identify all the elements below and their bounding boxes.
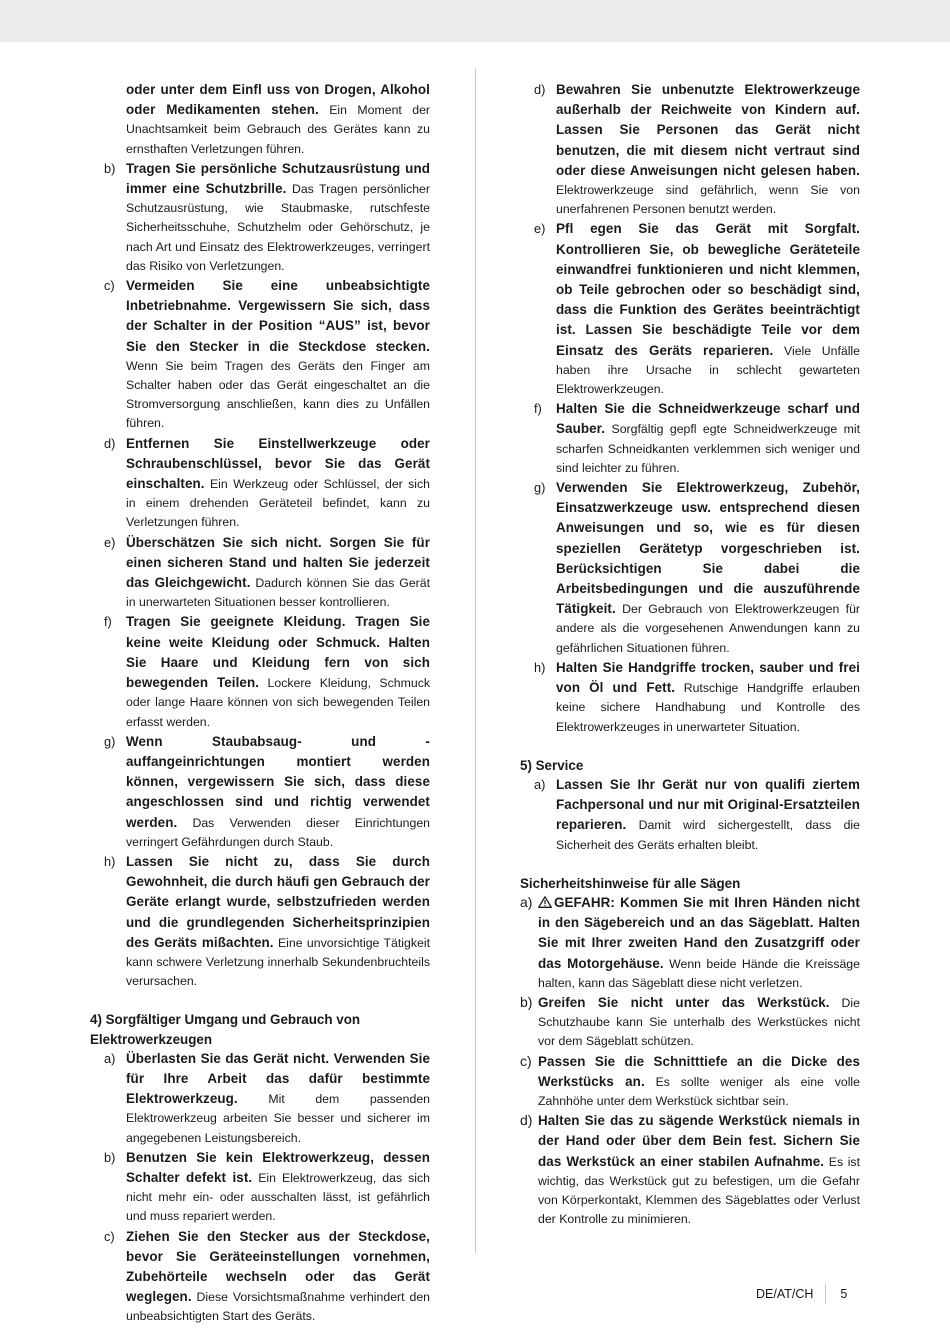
list-item: a) Lassen Sie Ihr Gerät nur von qualifi ziertem Fachpersonal und nur mit Original-Ersatzteilen reparieren. Damit wird sichergestellt, dass die Sicherheit des Geräts erhalten bleibt. [534,776,860,852]
list-item: g) Verwenden Sie Elektrowerkzeug, Zubehör, Einsatzwerkzeuge usw. entsprechend diesen Anweisungen und so, wie es für diesen speziellen Gerätetyp vorgeschrieben ist. Berücksichtigen Sie dabei die Arbeitsbedingungen und die auszuführende Tätigkeit. Der Gebrauch von Elektrowerkzeugen für andere als die vorgesehenen Anwendungen kann zu gefährlichen Situationen führen. [534,480,860,655]
warning-triangle-icon [538,896,552,908]
list-item: h) Halten Sie Handgriffe trocken, sauber und frei von Öl und Fett. Rutschige Handgriffe erlauben keine sichere Handhabung und Kontrolle des Elektrowerkzeuges in unerwarteter Situation. [534,659,860,734]
left-column [90,80,430,1327]
section-heading: 4) Sorgfältiger Umgang und Gebrauch von Elektrowerkzeugen [90,1012,361,1047]
footer-divider [825,1284,826,1304]
list-item: a) Überlasten Sie das Gerät nicht. Verwenden Sie für Ihre Arbeit das dafür bestimmte Elektrowerkzeug. Mit dem passenden Elektrowerkzeug arbeiten Sie besser und sicherer im angegebenen Leistungsbereich. [104,1050,430,1145]
list-item: b) Benutzen Sie kein Elektrowerkzeug, dessen Schalter defekt ist. Ein Elektrowerkzeug, das sich nicht mehr ein- oder ausschalten lässt, ist gefährlich und muss repariert werden. [104,1149,430,1224]
intro-paragraph: oder unter dem Einfl uss von Drogen, Alkohol oder Medikamenten stehen. Ein Moment der Unachtsamkeit beim Gebrauch des Gerätes kann zu ernsthaften Verletzungen führen. [126,82,430,156]
list-item: a) GEFAHR: Kommen Sie mit Ihren Händen nicht in den Sägebereich und an das Sägeblatt. Halten Sie mit Ihrer zweiten Hand den Zusatzgriff oder das Motorgehäuse. Wenn beide Hände die Kreissäge halten, kann das Sägeblatt diese nicht verletzen. [520,893,860,990]
list-item: f) Halten Sie die Schneidwerkzeuge scharf und Sauber. Sorgfältig gepfl egte Schneidwerkzeuge mit scharfen Schneidkanten verklemmen sich weniger und sind leichter zu führen. [534,401,860,475]
right-column [520,80,860,1229]
list-item: h) Lassen Sie nicht zu, dass Sie durch Gewohnheit, die durch häufi gen Gebrauch der Geräte erlangt wurde, selbstzufrieden werden und die grundlegenden Sicherheitsprinzipien des Geräts mißachten. Eine unvorsichtige Tätigkeit kann schwere Verletzung innerhalb Sekundenbruchteils verursachen. [104,853,430,989]
list-item: e) Pfl egen Sie das Gerät mit Sorgfalt. Kontrollieren Sie, ob bewegliche Geräteteile einwandfrei funktionieren und nicht klemmen, ob Teile gebrochen oder so beschädigt sind, dass die Funktion des Gerätes beeinträchtigt ist. Lassen Sie beschädigte Teile vor dem Einsatz des Geräts reparieren. Viele Unfälle haben ihre Ursache in schlecht gewarteten Elektrowerkzeugen. [534,221,861,397]
page-footer [756,1284,847,1304]
list-item: g) Wenn Staubabsaug- und -auffangeinrichtungen montiert werden können, vergewissern Sie sich, dass diese angeschlossen sind und richtig verwendet werden. Das Verwenden dieser Einrichtungen verringert Gefährdungen durch Staub. [104,733,430,849]
region-label: DE/AT/CH [756,1287,814,1301]
list-item: d) Bewahren Sie unbenutzte Elektrowerkzeuge außerhalb der Reichweite von Kindern auf. Lassen Sie Personen das Gerät nicht benutzen, die mit diesem nicht vertraut sind oder diese Anweisungen nicht gelesen haben. Elektrowerkzeuge sind gefährlich, wenn Sie von unerfahrenen Personen benutzt werden. [534,82,860,217]
section-heading: 5) Service [520,757,584,773]
list-item: d) Entfernen Sie Einstellwerkzeuge oder Schraubenschlüssel, bevor Sie das Gerät einschalten. Ein Werkzeug oder Schlüssel, der sich in einem drehenden Geräteteil befindet, kann zu Verletzungen führen. [104,435,430,530]
list-item: c) Ziehen Sie den Stecker aus der Steckdose, bevor Sie Geräteeinstellungen vornehmen, Zubehörteile wechseln oder das Gerät weglegen. Diese Vorsichtsmaßnahme verhindert den unbeabsichtigten Start des Geräts. [104,1228,430,1324]
page-number: 5 [840,1287,848,1301]
list-item: d) Halten Sie das zu sägende Werkstück niemals in der Hand oder über dem Bein fest. Sichern Sie das Werkstück an einer stabilen Aufnahme. Es ist wichtig, das Werkstück gut zu befestigen, um die Gefahr von Körperkontakt, Klemmen des Sägeblattes oder Verlust der Kontrolle zu minimieren. [520,1112,861,1227]
list-item: b) Greifen Sie nicht unter das Werkstück. Die Schutzhaube kann Sie unterhalb des Werkstückes nicht vor dem Sägeblatt schützen. [520,993,860,1049]
top-bar [0,0,950,42]
list-item: b) Tragen Sie persönliche Schutzausrüstung und immer eine Schutzbrille. Das Tragen persönlicher Schutzausrüstung, wie Staubmaske, rutschfeste Sicherheitsschuhe, Schutzhelm oder Gehörschutz, je nach Art und Einsatz des Elektrowerkzeuges, verringert das Risiko von Verletzungen. [104,160,430,273]
section-heading: Sicherheitshinweise für alle Sägen [520,875,741,891]
list-item: e) Überschätzen Sie sich nicht. Sorgen Sie für einen sicheren Stand und halten Sie jederzeit das Gleichgewicht. Dadurch können Sie das Gerät in unerwarteten Situationen besser kontrollieren. [104,534,431,610]
list-item: f) Tragen Sie geeignete Kleidung. Tragen Sie keine weite Kleidung oder Schmuck. Halten Sie Haare und Kleidung fern von sich bewegenden Teilen. Lockere Kleidung, Schmuck oder lange Haare können von sich bewegenden Teilen erfasst werden. [104,614,431,729]
list-item: c) Passen Sie die Schnitttiefe an die Dicke des Werkstücks an. Es sollte weniger als eine volle Zahnhöhe unter dem Werkstück sichtbar sein. [520,1052,860,1108]
column-divider [475,68,476,1253]
list-item: c) Vermeiden Sie eine unbeabsichtigte Inbetriebnahme. Vergewissern Sie sich, dass der Schalter in der Position “AUS” ist, bevor Sie den Stecker in die Steckdose stecken. Wenn Sie beim Tragen des Geräts den Finger am Schalter haben oder das Gerät eingeschaltet an die Stromversorgung anschließen, kann dies zu Unfällen führen. [104,278,430,431]
